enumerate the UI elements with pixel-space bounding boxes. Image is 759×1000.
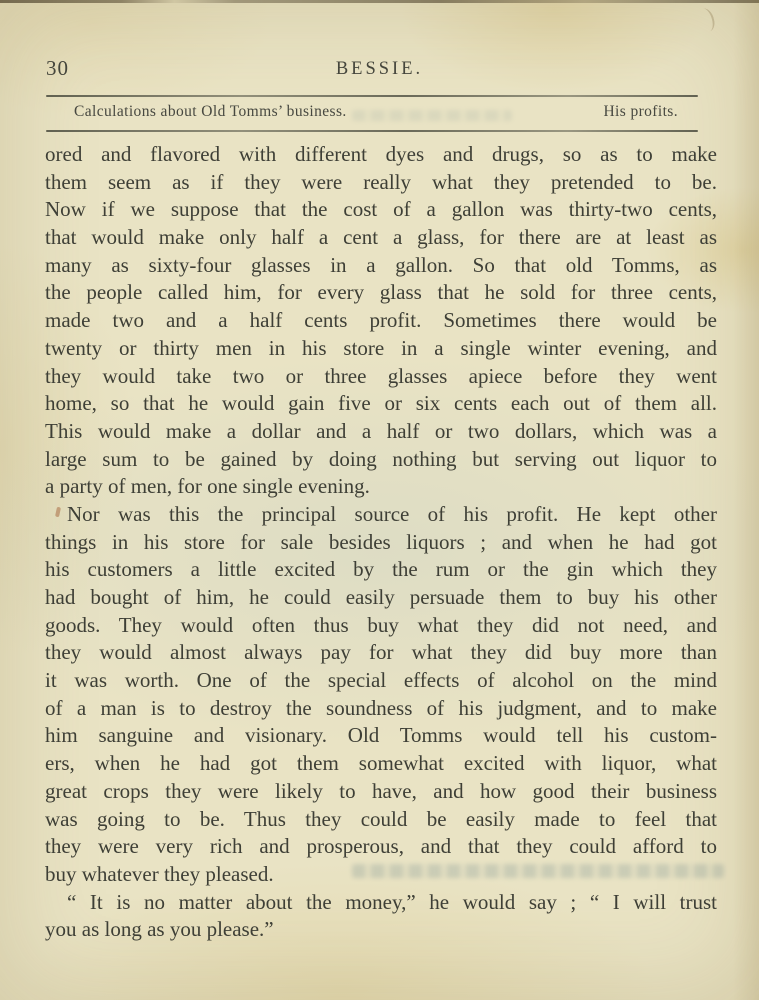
text-line: ored and flavored with different dyes and drugs, so as to make [45,142,717,166]
text-line: twenty or thirty men in his store in a single winter evening, and [45,335,717,360]
section-caption-left: Calculations about Old Tomms’ business. [74,103,347,120]
text-line: great crops they were likely to have, and how good their business [45,778,717,803]
text-line: “ It is no matter about the money,” he would say ; “ I will trust [67,889,717,914]
pencil-mark [695,6,716,33]
text-line: was going to be. Thus they could be easily made to feel that [45,806,717,831]
header-rule-bottom [46,130,698,132]
text-line: made two and a half cents profit. Sometimes there would be [45,308,717,333]
header-rule-top [46,95,698,97]
text-line: you as long as you please.” [45,917,274,942]
show-through-smudge [352,110,512,121]
text-line: they were very rich and prosperous, and that they could afford to [45,834,717,859]
text-line: it was worth. One of the special effects of alcohol on the mind [45,668,717,693]
text-line: his customers a little excited by the rum or the gin which they [45,557,717,582]
text-line: This would make a dollar and a half or two dollars, which was a [45,418,717,443]
text-line: buy whatever they pleased. [45,861,274,886]
text-line: them seem as if they were really what they pretended to be. [45,169,717,194]
text-line: goods. They would often thus buy what they did not need, and [45,612,717,637]
text-line: ers, when he had got them somewhat excited with liquor, what [45,751,717,776]
text-line: him sanguine and visionary. Old Tomms would tell his custom- [45,723,717,748]
text-line: things in his store for sale besides liquors ; and when he had got [45,529,717,554]
text-line: Nor was this the principal source of his profit. He kept other [67,501,717,526]
text-line: of a man is to destroy the soundness of his judgment, and to make [45,695,717,720]
page-number: 30 [46,56,69,80]
text-line: home, so that he would gain five or six cents each out of them all. [45,391,717,416]
text-line: had bought of him, he could easily persuade them to buy his other [45,585,717,609]
text-line: the people called him, for every glass that he sold for three cents, [45,280,717,305]
section-caption-right: His profits. [603,103,678,120]
running-title: BESSIE. [335,59,424,79]
text-line: a party of men, for one single evening. [45,474,370,499]
text-line: Now if we suppose that the cost of a gallon was thirty-two cents, [45,197,717,222]
text-line: many as sixty-four glasses in a gallon. So that old Tomms, as [45,252,717,277]
page-edge-shade [733,0,759,1000]
show-through-smudge [352,864,724,878]
text-line: large sum to be gained by doing nothing but serving out liquor to [45,446,717,471]
text-line: that would make only half a cent a glass, for there are at least as [45,225,717,250]
body-text [45,141,717,944]
scan-top-edge [0,0,759,3]
text-line: they would take two or three glasses apiece before they went [45,363,717,388]
text-line: they would almost always pay for what they did buy more than [45,640,717,665]
